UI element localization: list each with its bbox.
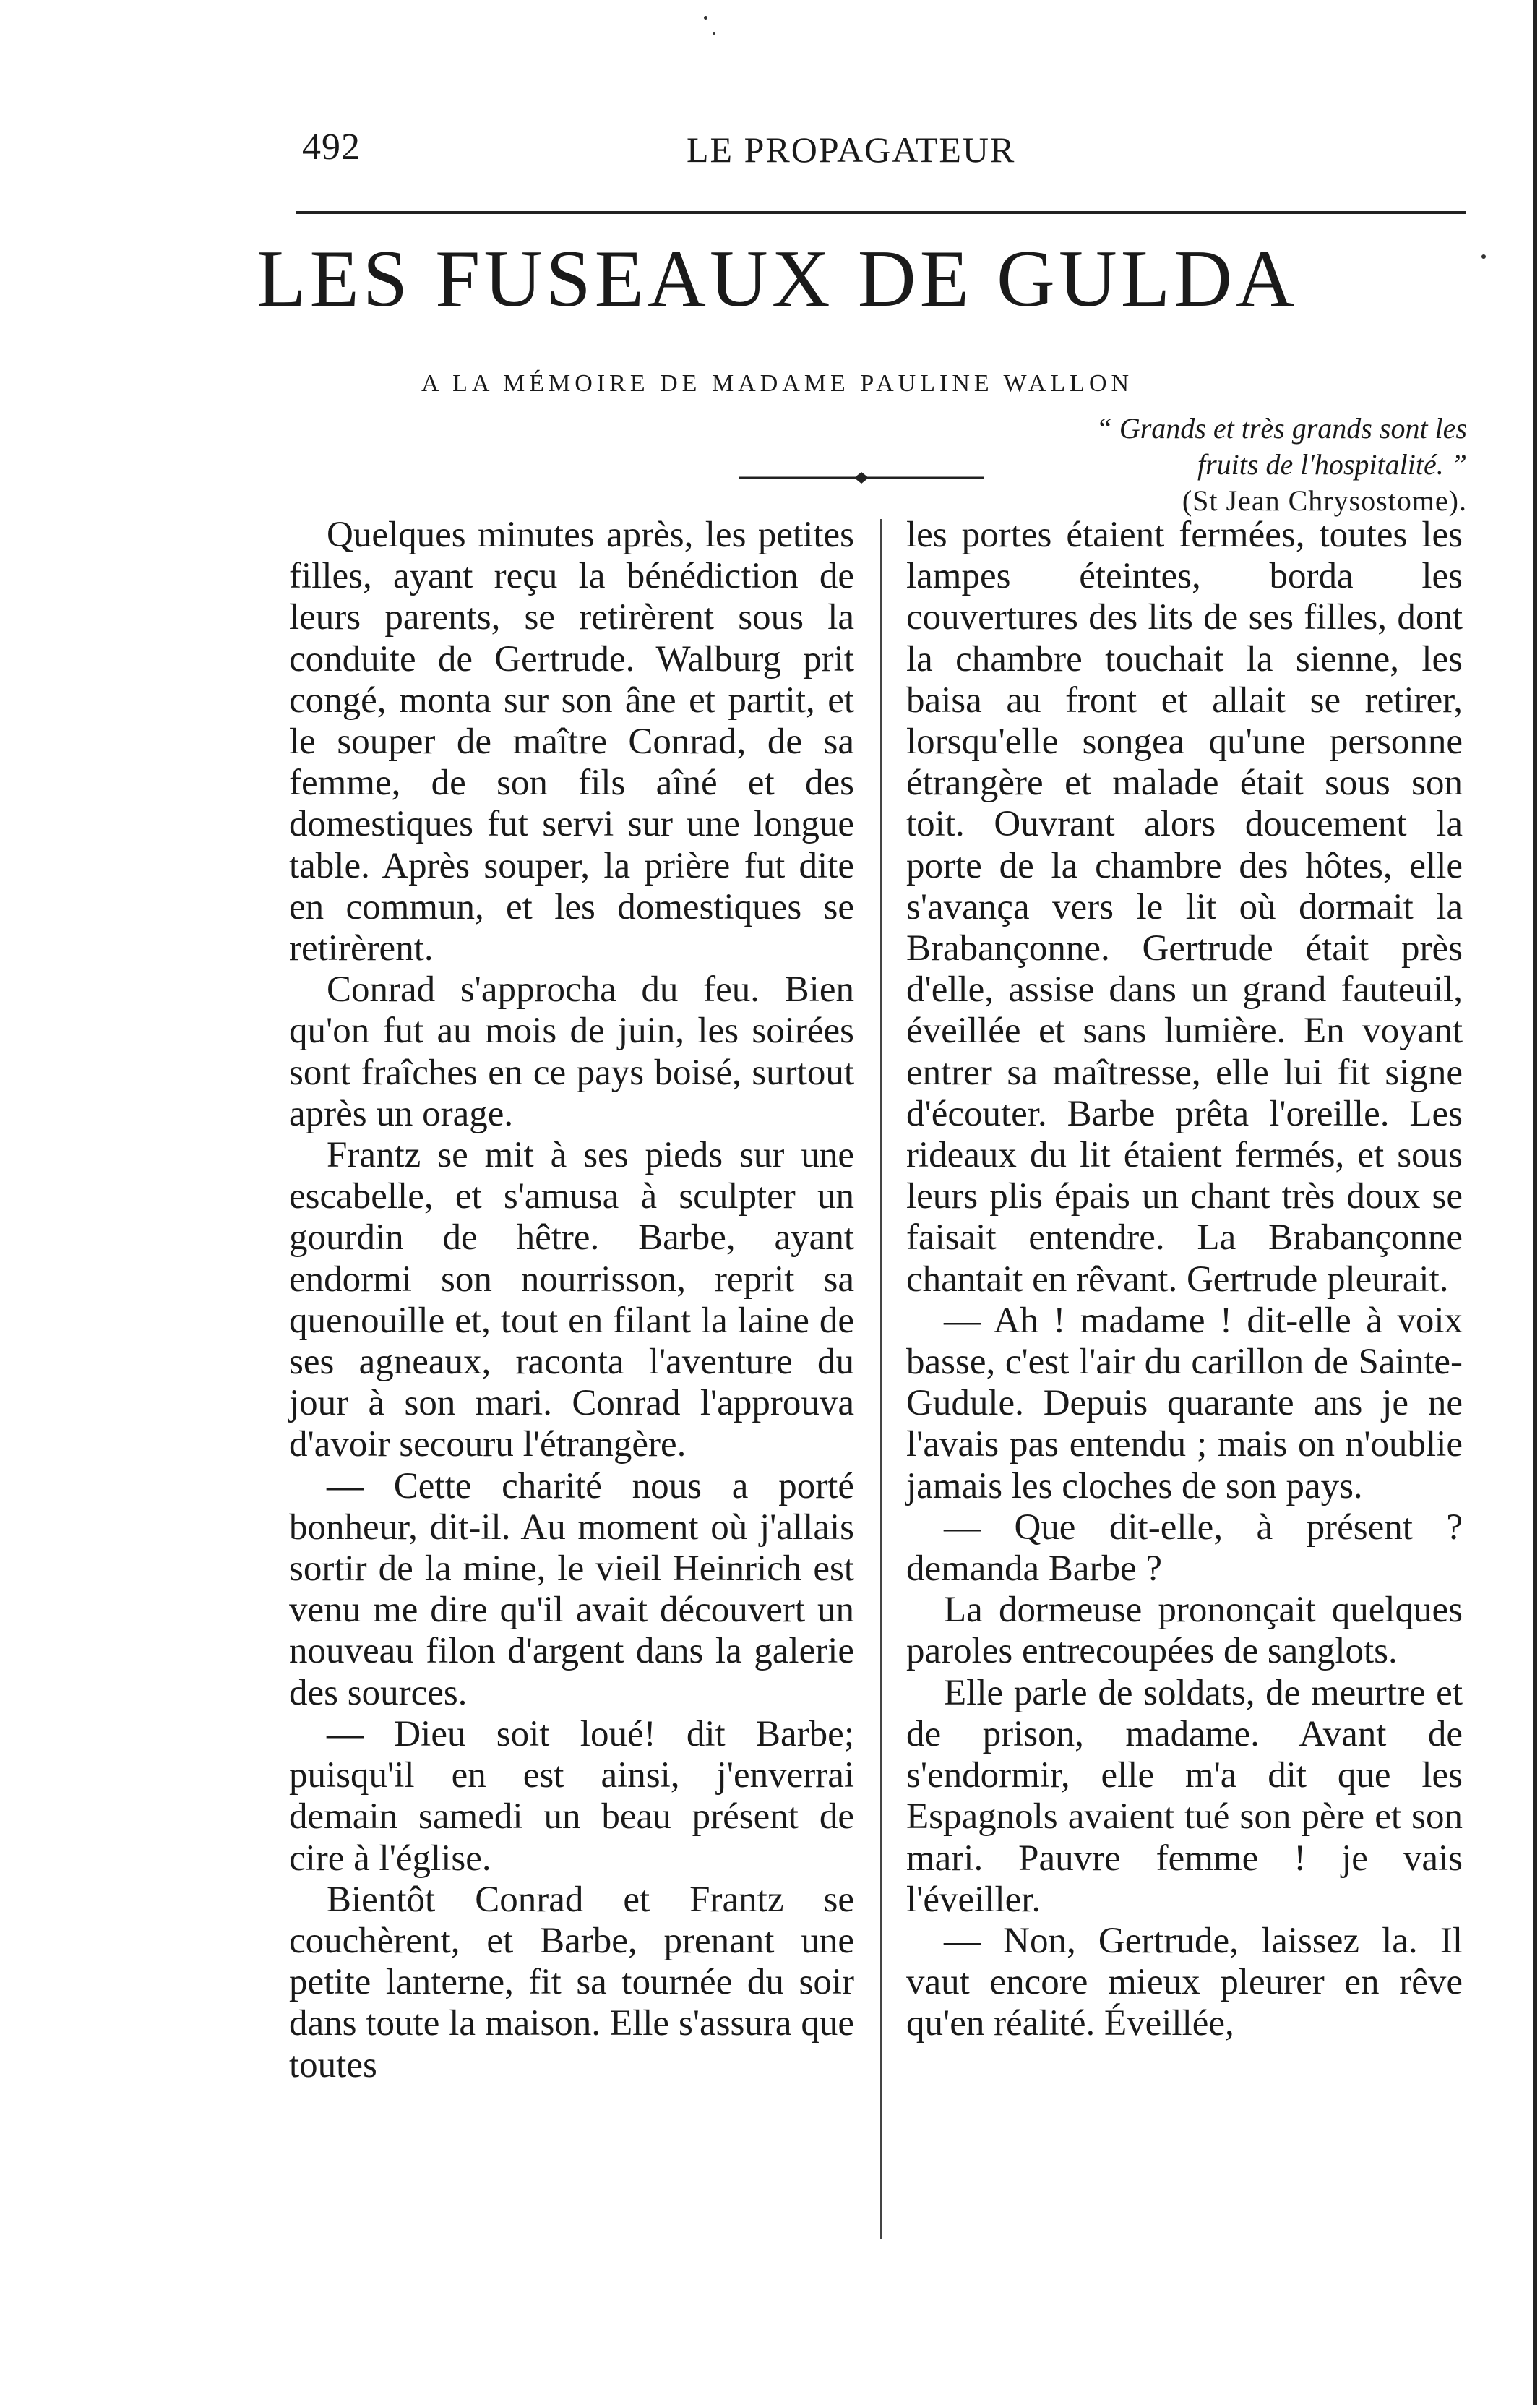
ornament-divider (739, 463, 984, 492)
paragraph: Quelques minutes après, les petites filles, ayant reçu la bénédiction de leurs parents, se retirèrent sous la conduite de Gertrude. Walburg prit congé, monta sur son âne et partit, et le souper de maître Conrad, de sa femme, de son fils aîné et des domestiques fut servi sur une longue table. Après souper, la prière fut dite en commun, et les domestiques se retirèrent. (289, 515, 854, 969)
epigraph-line-1: “ Grands et très grands sont les (1096, 412, 1467, 445)
paragraph: — Non, Gertrude, laissez la. Il vaut encore mieux pleurer en rêve qu'en réalité. Éveillée, (906, 1920, 1463, 2044)
dedication: A LA MÉMOIRE DE MADAME PAULINE WALLON (421, 370, 1134, 397)
epigraph-line-2: fruits de l'hospitalité. ” (1197, 448, 1467, 481)
page-edge-line (1533, 0, 1537, 2405)
paragraph: Bientôt Conrad et Frantz se couchèrent, et Barbe, prenant une petite lanterne, fit sa tournée du soir dans toute la maison. Elle s'assura que toutes (289, 1879, 854, 2085)
paragraph: — Ah ! madame ! dit-elle à voix basse, c'est l'air du carillon de Sainte-Gudule. Depuis quarante ans je ne l'avais pas entendu ; mais on n'oublie jamais les cloches de son pays. (906, 1300, 1463, 1506)
scan-speck (704, 16, 707, 20)
epigraph-source: (St Jean Chrysostome). (1182, 484, 1467, 517)
paragraph: les portes étaient fermées, toutes les lampes éteintes, borda les couvertures des lits de ses filles, dont la chambre touchait la sienne, les baisa au front et allait se retirer, lorsqu'elle songea qu'une personne étrangère et malade était sous son toit. Ouvrant alors doucement la porte de la chambre des hôtes, elle s'avança vers le lit où dormait la Brabançonne. Gertrude était près d'elle, assise dans un grand fauteuil, éveillée et sans lumière. En voyant entrer sa maîtresse, elle lui fit signe d'écouter. Barbe prêta l'oreille. Les rideaux du lit étaient fermés, et sous leurs plis épais un chant très doux se faisait entendre. La Brabançonne chantait en rêvant. Gertrude pleurait. (906, 515, 1463, 1300)
paragraph: La dormeuse prononçait quelques paroles entrecoupées de sanglots. (906, 1590, 1463, 1672)
paragraph: Conrad s'approcha du feu. Bien qu'on fut au mois de juin, les soirées sont fraîches en ce pays boisé, surtout après un orage. (289, 969, 854, 1134)
text-column-left (289, 515, 854, 2086)
paragraph: — Dieu soit loué! dit Barbe; puisqu'il en est ainsi, j'enverrai demain samedi un beau présent de cire à l'église. (289, 1713, 854, 1879)
paragraph: — Cette charité nous a porté bonheur, dit-il. Au moment où j'allais sortir de la mine, le vieil Heinrich est venu me dire qu'il avait découvert un nouveau filon d'argent dans la galerie des sources. (289, 1465, 854, 1713)
epigraph (939, 411, 1467, 519)
paragraph: Frantz se mit à ses pieds sur une escabelle, et s'amusa à sculpter un gourdin de hêtre. Barbe, ayant endormi son nourrisson, reprit sa quenouille et, tout en filant la laine de ses agneaux, raconta l'aventure du jour à son mari. Conrad l'approuva d'avoir secouru l'étrangère. (289, 1135, 854, 1465)
paragraph: — Que dit-elle, à présent ? demanda Barbe ? (906, 1506, 1463, 1590)
page-number: 492 (302, 127, 361, 168)
text-column-right (906, 515, 1463, 2045)
running-head: LE PROPAGATEUR (687, 129, 1016, 170)
header-rule (296, 211, 1466, 214)
paragraph: Elle parle de soldats, de meurtre et de prison, madame. Avant de s'endormir, elle m'a dit que les Espagnols avaient tué son père et son mari. Pauvre femme ! je vais l'éveiller. (906, 1672, 1463, 1920)
article-title: LES FUSEAUX DE GULDA (257, 234, 1298, 324)
scan-speck (1481, 254, 1486, 259)
scan-speck (713, 32, 715, 35)
column-divider (880, 519, 882, 2239)
